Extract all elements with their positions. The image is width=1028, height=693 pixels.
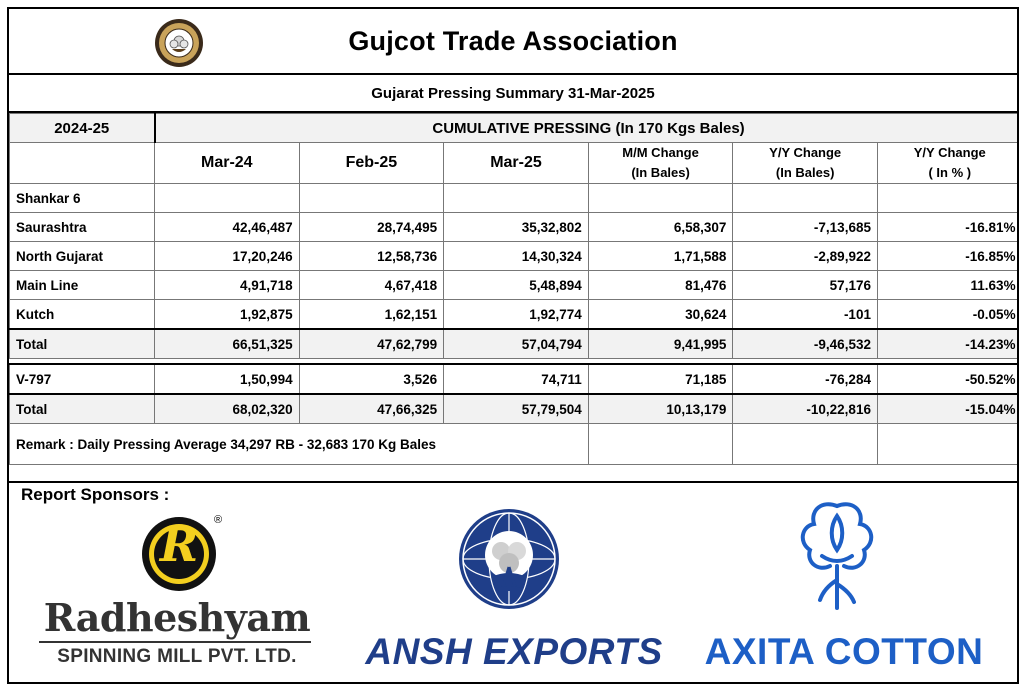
ansh-exports-name: ANSH EXPORTS	[365, 631, 663, 672]
column-header-row	[10, 143, 1020, 184]
cell: 4,67,418	[299, 271, 444, 300]
table-header-row	[10, 114, 1020, 143]
table-row	[10, 213, 1020, 242]
col-yy-change-l1: Y/Y Change	[769, 145, 842, 160]
cell: 4,91,718	[155, 271, 300, 300]
cell: 1,92,875	[155, 300, 300, 330]
cell: 10,13,179	[588, 394, 733, 424]
cell: -15.04%	[877, 394, 1019, 424]
empty-cell	[877, 184, 1019, 213]
cell: 14,30,324	[444, 242, 589, 271]
empty-cell	[444, 184, 589, 213]
cumulative-header: CUMULATIVE PRESSING (In 170 Kgs Bales)	[155, 114, 1020, 143]
empty-cell	[299, 184, 444, 213]
col-yy-change	[733, 143, 878, 184]
cell: 1,62,151	[299, 300, 444, 330]
cell: 42,46,487	[155, 213, 300, 242]
cell: 1,92,774	[444, 300, 589, 330]
cell: -16.81%	[877, 213, 1019, 242]
cell: -10,22,816	[733, 394, 878, 424]
row-label: North Gujarat	[10, 242, 155, 271]
cell: 17,20,246	[155, 242, 300, 271]
cell: 57,79,504	[444, 394, 589, 424]
col-yy-pct	[877, 143, 1019, 184]
cell: 47,62,799	[299, 329, 444, 359]
cell: 68,02,320	[155, 394, 300, 424]
grand-total-row	[10, 394, 1020, 424]
row-label: Main Line	[10, 271, 155, 300]
col-yy-pct-l2: ( In % )	[928, 165, 972, 180]
empty-cell	[877, 424, 1019, 465]
cell: -101	[733, 300, 878, 330]
cell: 28,74,495	[299, 213, 444, 242]
cell: 47,66,325	[299, 394, 444, 424]
r-emblem-letter: R	[159, 518, 199, 572]
cell: 71,185	[588, 364, 733, 394]
cell: 35,32,802	[444, 213, 589, 242]
cell: 81,476	[588, 271, 733, 300]
season-year: 2024-25	[10, 114, 155, 143]
section-label: Shankar 6	[10, 184, 155, 213]
table-row	[10, 242, 1020, 271]
cell: 66,51,325	[155, 329, 300, 359]
cell: -14.23%	[877, 329, 1019, 359]
subtotal-row	[10, 329, 1020, 359]
empty-cell	[155, 184, 300, 213]
report-subtitle: Gujarat Pressing Summary 31-Mar-2025	[9, 75, 1017, 113]
empty-cell	[733, 424, 878, 465]
radheshyam-underline	[39, 641, 311, 643]
radheshyam-name: Radheshyam	[43, 595, 311, 640]
row-label: Kutch	[10, 300, 155, 330]
cell: -9,46,532	[733, 329, 878, 359]
registered-mark: ®	[214, 514, 223, 526]
cell: 12,58,736	[299, 242, 444, 271]
cell: 9,41,995	[588, 329, 733, 359]
remark-text: Remark : Daily Pressing Average 34,297 RB - 32,683 170 Kg Bales	[10, 424, 589, 465]
row-label: Total	[10, 394, 155, 424]
col-mm-change	[588, 143, 733, 184]
col-yy-change-l2: (In Bales)	[775, 165, 835, 180]
pressing-table	[9, 113, 1019, 465]
empty-cell	[733, 184, 878, 213]
report-frame	[7, 7, 1019, 684]
section-row	[10, 184, 1020, 213]
cell: -7,13,685	[733, 213, 878, 242]
col-mm-change-l1: M/M Change	[622, 145, 699, 160]
cell: 11.63%	[877, 271, 1019, 300]
cell: 5,48,894	[444, 271, 589, 300]
v797-row	[10, 364, 1020, 394]
cell: -16.85%	[877, 242, 1019, 271]
table-row	[10, 300, 1020, 330]
header-blank	[10, 143, 155, 184]
radheshyam-subtitle: SPINNING MILL PVT. LTD.	[57, 646, 297, 667]
cell: -2,89,922	[733, 242, 878, 271]
globe-cotton-icon	[457, 507, 561, 611]
sponsors-divider	[9, 481, 1017, 483]
cell: 30,624	[588, 300, 733, 330]
col-mar-25: Mar-25	[444, 143, 589, 184]
col-mm-change-l2: (In Bales)	[631, 165, 690, 180]
cell: -76,284	[733, 364, 878, 394]
cell: -0.05%	[877, 300, 1019, 330]
cell: 1,71,588	[588, 242, 733, 271]
col-feb-25: Feb-25	[299, 143, 444, 184]
cell: 57,04,794	[444, 329, 589, 359]
row-label: V-797	[10, 364, 155, 394]
cell: 3,526	[299, 364, 444, 394]
axita-cotton-name: AXITA COTTON	[704, 631, 984, 672]
empty-cell	[588, 184, 733, 213]
cell: -50.52%	[877, 364, 1019, 394]
empty-cell	[588, 424, 733, 465]
table-row	[10, 271, 1020, 300]
title-row	[9, 9, 1017, 75]
sponsors-label: Report Sponsors :	[21, 485, 170, 504]
cell: 74,711	[444, 364, 589, 394]
cell: 1,50,994	[155, 364, 300, 394]
row-label: Total	[10, 329, 155, 359]
row-label: Saurashtra	[10, 213, 155, 242]
remark-row	[10, 424, 1020, 465]
col-yy-pct-l1: Y/Y Change	[913, 145, 986, 160]
page-title: Gujcot Trade Association	[348, 25, 678, 56]
col-mar-24: Mar-24	[155, 143, 300, 184]
cotton-boll-icon	[792, 496, 882, 616]
cell: 57,176	[733, 271, 878, 300]
cell: 6,58,307	[588, 213, 733, 242]
